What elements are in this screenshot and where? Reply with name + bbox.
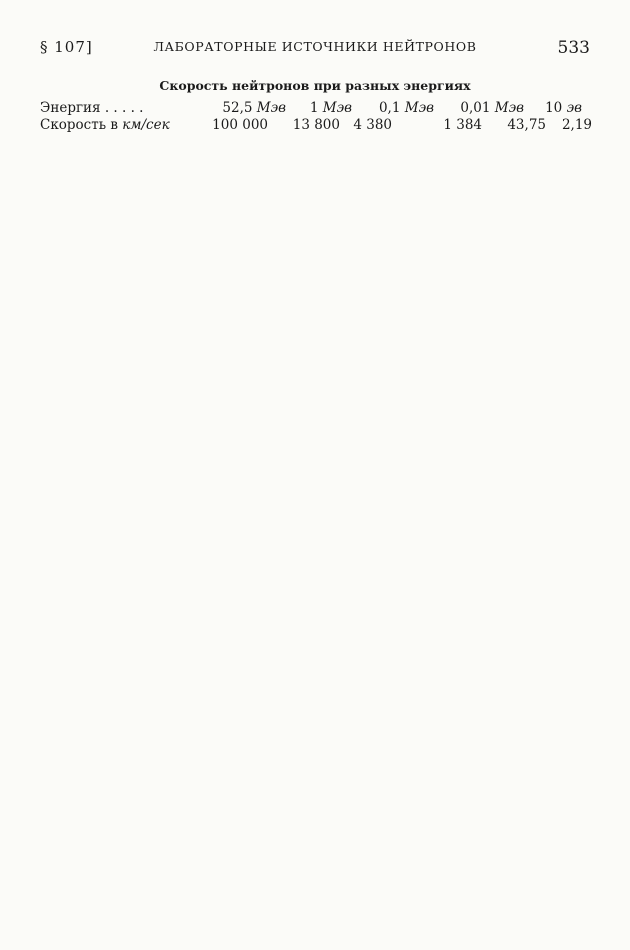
speed-cell: 1 384 [443,117,482,133]
neutron-speed-table [40,100,592,134]
section-number: § 107] [40,38,93,56]
speed-cell: 100 000 [212,117,268,133]
speed-label: Скорость в км/сек [40,117,170,133]
page-number: 533 [557,38,590,58]
energy-cell: 10 эв [545,100,582,116]
table-caption: Скорость нейтронов при разных энергиях [159,78,471,93]
speed-cell: 4 380 [353,117,392,133]
speed-row [40,117,592,134]
energy-row [40,100,592,117]
energy-cell: 0,01 Мэв [460,100,524,116]
energy-cell: 1 Мэв [309,100,352,116]
speed-cell: 2,19 [561,117,592,133]
running-head [40,38,590,60]
chapter-title: ЛАБОРАТОРНЫЕ ИСТОЧНИКИ НЕЙТРОНОВ [153,39,477,54]
speed-cell: 43,75 [507,117,546,133]
energy-cell: 52,5 Мэв [222,100,286,116]
energy-cell: 0,1 Мэв [378,100,434,116]
speed-cell: 13 800 [292,117,340,133]
energy-label: Энергия . . . . . [40,100,144,116]
